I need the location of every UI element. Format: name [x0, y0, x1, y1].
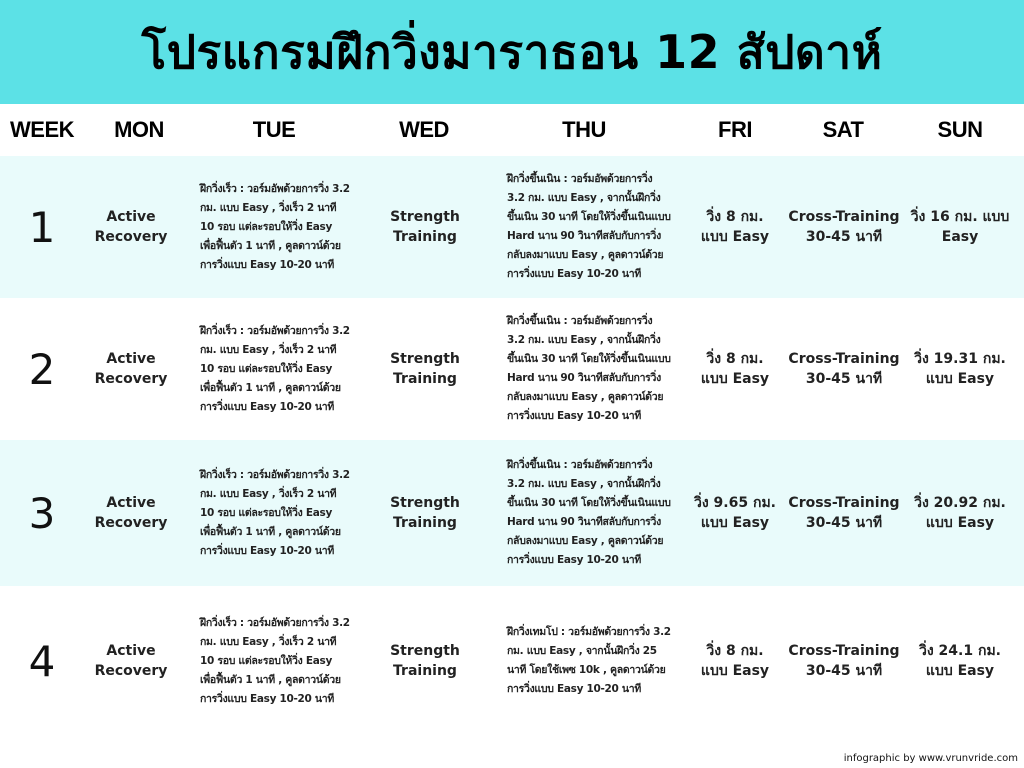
fri-cell: วิ่ง 8 กม. แบบ Easy	[700, 209, 770, 245]
thu-cell: ฝึกวิ่งขึ้นเนิน : วอร์มอัพด้วยการวิ่ง 3.2 กม. แบบ Easy , จากนั้นฝึกวิ่งขึ้นเนิน 30 นาที โดยให้วิ่งขึ้นเนินแบบ Hard นาน 90 วินาทีสลับกับการวิ่งกลับลงมาแบบ Easy , คูลดาวน์ด้วยการวิ่งแบบ Easy 10-20 นาที	[507, 173, 671, 280]
header-week: WEEK	[10, 117, 74, 142]
header-sun: SUN	[937, 117, 983, 142]
table-row-week-2	[0, 298, 1024, 440]
table-row-week-4	[0, 586, 1024, 736]
sun-cell: วิ่ง 16 กม. แบบ Easy	[910, 209, 1010, 245]
mon-cell: Active Recovery	[94, 643, 168, 679]
header-sat: SAT	[822, 117, 864, 142]
fri-cell: วิ่ง 9.65 กม. แบบ Easy	[693, 495, 776, 531]
tue-cell: ฝึกวิ่งเร็ว : วอร์มอัพด้วยการวิ่ง 3.2 กม. แบบ Easy , วิ่งเร็ว 2 นาที 10 รอบ แต่ละรอบให้วิ่ง Easy เพื่อฟื้นตัว 1 นาที , คูลดาวน์ด้วยการวิ่งแบบ Easy 10-20 นาที	[200, 324, 350, 413]
sat-cell: Cross-Training 30-45 นาที	[788, 351, 900, 387]
sun-cell: วิ่ง 24.1 กม. แบบ Easy	[918, 643, 1001, 679]
header-tue: TUE	[252, 117, 296, 142]
week-number: 4	[28, 636, 56, 686]
title-banner	[0, 0, 1024, 104]
sat-cell: Cross-Training 30-45 นาที	[788, 209, 900, 245]
week-number: 2	[28, 344, 56, 394]
header-thu: THU	[562, 117, 606, 142]
sun-cell: วิ่ง 20.92 กม. แบบ Easy	[914, 495, 1006, 531]
wed-cell: Strength Training	[390, 351, 460, 387]
header-mon: MON	[114, 117, 164, 142]
mon-cell: Active Recovery	[94, 209, 168, 245]
wed-cell: Strength Training	[390, 643, 460, 679]
fri-cell: วิ่ง 8 กม. แบบ Easy	[700, 351, 770, 387]
week-number: 1	[28, 202, 56, 252]
tue-cell: ฝึกวิ่งเร็ว : วอร์มอัพด้วยการวิ่ง 3.2 กม. แบบ Easy , วิ่งเร็ว 2 นาที 10 รอบ แต่ละรอบให้วิ่ง Easy เพื่อฟื้นตัว 1 นาที , คูลดาวน์ด้วยการวิ่งแบบ Easy 10-20 นาที	[200, 616, 350, 705]
mon-cell: Active Recovery	[94, 351, 168, 387]
thu-cell: ฝึกวิ่งขึ้นเนิน : วอร์มอัพด้วยการวิ่ง 3.2 กม. แบบ Easy , จากนั้นฝึกวิ่งขึ้นเนิน 30 นาที โดยให้วิ่งขึ้นเนินแบบ Hard นาน 90 วินาทีสลับกับการวิ่งกลับลงมาแบบ Easy , คูลดาวน์ด้วยการวิ่งแบบ Easy 10-20 นาที	[507, 459, 671, 566]
week-number: 3	[28, 488, 56, 538]
mon-cell: Active Recovery	[94, 495, 168, 531]
wed-cell: Strength Training	[390, 209, 460, 245]
table-header-row	[0, 104, 1024, 156]
sat-cell: Cross-Training 30-45 นาที	[788, 495, 900, 531]
page-title: โปรแกรมฝึกวิ่งมาราธอน 12 สัปดาห์	[141, 24, 883, 79]
header-fri: FRI	[718, 117, 752, 142]
table-row-week-1	[0, 156, 1024, 298]
thu-cell: ฝึกวิ่งขึ้นเนิน : วอร์มอัพด้วยการวิ่ง 3.2 กม. แบบ Easy , จากนั้นฝึกวิ่งขึ้นเนิน 30 นาที โดยให้วิ่งขึ้นเนินแบบ Hard นาน 90 วินาทีสลับกับการวิ่งกลับลงมาแบบ Easy , คูลดาวน์ด้วยการวิ่งแบบ Easy 10-20 นาที	[507, 315, 671, 422]
table-row-week-3	[0, 440, 1024, 586]
tue-cell: ฝึกวิ่งเร็ว : วอร์มอัพด้วยการวิ่ง 3.2 กม. แบบ Easy , วิ่งเร็ว 2 นาที 10 รอบ แต่ละรอบให้วิ่ง Easy เพื่อฟื้นตัว 1 นาที , คูลดาวน์ด้วยการวิ่งแบบ Easy 10-20 นาที	[200, 182, 350, 271]
thu-cell: ฝึกวิ่งเทมโป : วอร์มอัพด้วยการวิ่ง 3.2 กม. แบบ Easy , จากนั้นฝึกวิ่ง 25 นาที โดยใช้เพซ 10k , คูลดาวน์ด้วยการวิ่งแบบ Easy 10-20 นาที	[507, 626, 671, 695]
wed-cell: Strength Training	[390, 495, 460, 531]
fri-cell: วิ่ง 8 กม. แบบ Easy	[700, 643, 770, 679]
header-wed: WED	[399, 117, 449, 142]
sat-cell: Cross-Training 30-45 นาที	[788, 643, 900, 679]
sun-cell: วิ่ง 19.31 กม. แบบ Easy	[914, 351, 1006, 387]
tue-cell: ฝึกวิ่งเร็ว : วอร์มอัพด้วยการวิ่ง 3.2 กม. แบบ Easy , วิ่งเร็ว 2 นาที 10 รอบ แต่ละรอบให้วิ่ง Easy เพื่อฟื้นตัว 1 นาที , คูลดาวน์ด้วยการวิ่งแบบ Easy 10-20 นาที	[200, 468, 350, 557]
credit-text: infographic by www.vrunvride.com	[843, 753, 1018, 764]
